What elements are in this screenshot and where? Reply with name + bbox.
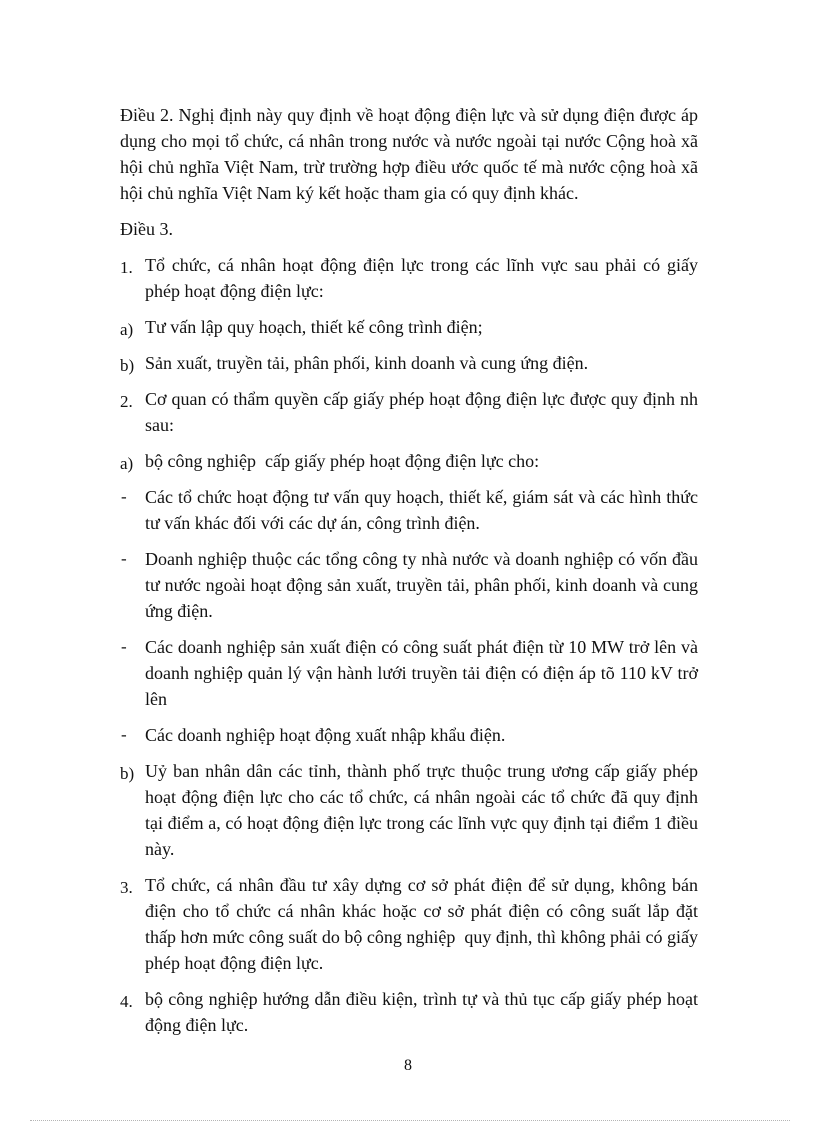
list-item	[120, 314, 698, 340]
list-item-text: Tổ chức, cá nhân đầu tư xây dựng cơ sở phát điện để sử dụng, không bán điện cho tổ chức cá nhân khác hoặc cơ sở phát điện có công suất lắp đặt thấp hơn mức công suất do bộ công nghiệp quy định, thì không phải có giấy phép hoạt động điện lực.	[145, 875, 703, 973]
page-number: 8	[404, 1057, 412, 1074]
list-item	[120, 252, 698, 304]
list-marker: -	[121, 637, 127, 656]
list-item-text: Doanh nghiệp thuộc các tổng công ty nhà nước và doanh nghiệp có vốn đầu tư nước ngoài hoạt động sản xuất, truyền tải, phân phối, kinh doanh và cung ứng điện.	[145, 549, 698, 621]
list-item	[120, 448, 698, 474]
document-body	[120, 102, 712, 1048]
list-item	[120, 386, 712, 438]
list-item	[120, 722, 698, 748]
list-item-text: Các tổ chức hoạt động tư vấn quy hoạch, thiết kế, giám sát và các hình thức tư vấn khác đối với các dự án, công trình điện.	[145, 487, 698, 533]
list-item-text: Tư vấn lập quy hoạch, thiết kế công trình điện;	[145, 317, 483, 337]
list-marker: -	[121, 725, 127, 744]
list-item-text: bộ công nghiệp cấp giấy phép hoạt động điện lực cho:	[145, 451, 540, 471]
list-item	[120, 872, 703, 976]
list-item-text: Tổ chức, cá nhân hoạt động điện lực trong các lĩnh vực sau phải có giấy phép hoạt động điện lực:	[145, 255, 698, 301]
list-item	[120, 546, 698, 624]
list-marker: b)	[120, 764, 135, 783]
list-marker: 2.	[120, 392, 133, 411]
list-item	[120, 484, 698, 536]
list-item-text: bộ công nghiệp hướng dẫn điều kiện, trình tự và thủ tục cấp giấy phép hoạt động điện lực.	[145, 989, 698, 1035]
list-item-text: Cơ quan có thẩm quyền cấp giấy phép hoạt động điện lực được quy định nh sau:	[145, 389, 712, 435]
list-item-text: Các doanh nghiệp hoạt động xuất nhập khẩu điện.	[145, 725, 506, 745]
list-marker: 3.	[120, 878, 133, 897]
list-marker: a)	[120, 454, 134, 473]
list-marker: a)	[120, 320, 134, 339]
list-item	[120, 634, 698, 712]
list-marker: -	[121, 549, 127, 568]
page-bottom-divider	[30, 1120, 790, 1121]
list-item	[120, 986, 698, 1038]
list-item-text: Sản xuất, truyền tải, phân phối, kinh doanh và cung ứng điện.	[145, 353, 589, 373]
list-marker: -	[121, 487, 127, 506]
list-item	[120, 758, 698, 862]
list-marker: b)	[120, 356, 135, 375]
list-item-text: Các doanh nghiệp sản xuất điện có công suất phát điện từ 10 MW trở lên và doanh nghiệp quản lý vận hành lưới truyền tải điện có điện áp tõ 110 kV trở lên	[145, 637, 698, 709]
list-marker: 4.	[120, 992, 133, 1011]
list-item	[120, 350, 698, 376]
list-item-text: Uỷ ban nhân dân các tỉnh, thành phố trực thuộc trung ương cấp giấy phép hoạt động điện lực cho các tổ chức, cá nhân ngoài các tổ chức đã quy định tại điểm a, có hoạt động điện lực trong các lĩnh vực quy định tại điểm 1 điều này.	[145, 761, 698, 859]
article-3-heading: Điều 3.	[120, 219, 173, 239]
article-2-paragraph: Điều 2. Nghị định này quy định về hoạt động điện lực và sử dụng điện được áp dụng cho mọi tổ chức, cá nhân trong nước và nước ngoài tại nước Cộng hoà xã hội chủ nghĩa Việt Nam, trừ trường hợp điều ước quốc tế mà nước cộng hoà xã hội chủ nghĩa Việt Nam ký kết hoặc tham gia có quy định khác.	[120, 105, 698, 203]
list-marker: 1.	[120, 258, 133, 277]
